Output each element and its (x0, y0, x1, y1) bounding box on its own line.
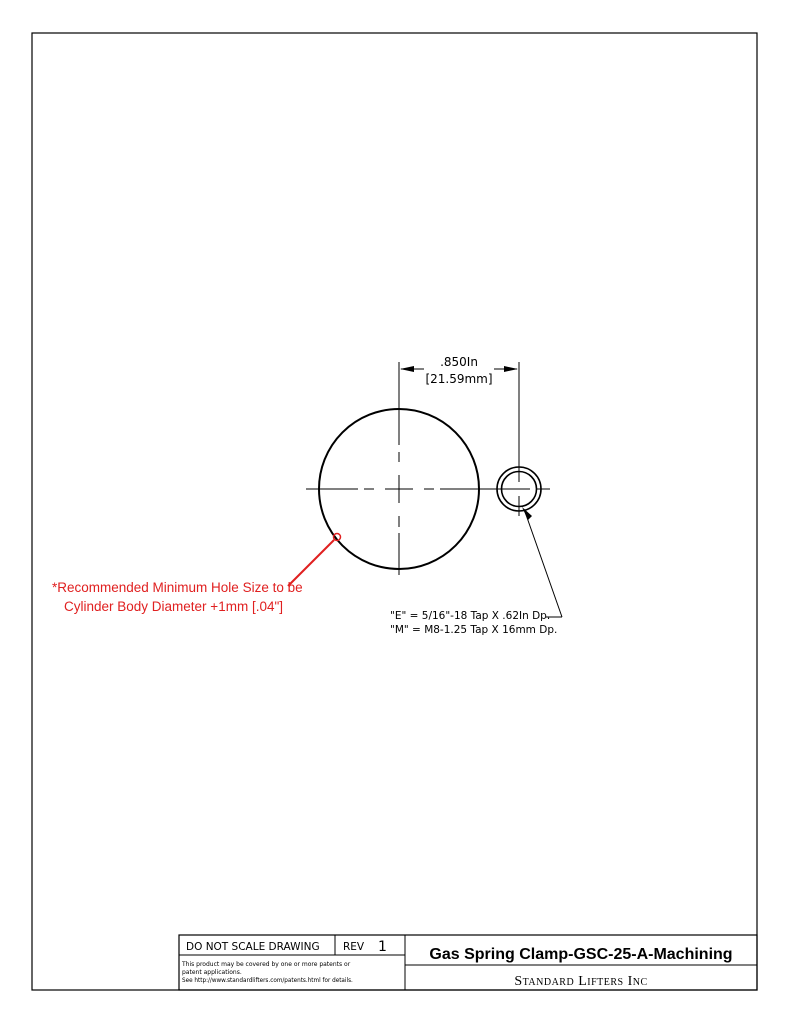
callout-note-line1: *Recommended Minimum Hole Size to be (52, 580, 303, 595)
patent-notice-line3: See http://www.standardlifters.com/patents.html for details. (182, 978, 353, 984)
dimension-arrow-right (504, 366, 518, 372)
center-distance-dimension (399, 351, 519, 462)
do-not-scale-label: DO NOT SCALE DRAWING (186, 941, 320, 953)
dimension-millimeters: [21.59mm] (425, 372, 493, 386)
tapped-hole-view (490, 460, 550, 516)
tap-note-line1: "E" = 5/16"-18 Tap X .62In Dp. (390, 610, 551, 622)
company-name: Standard Lifters Inc (514, 974, 648, 989)
drawing-title: Gas Spring Clamp-GSC-25-A-Machining (429, 946, 733, 963)
tap-note-callout (390, 507, 562, 636)
rev-label: REV (343, 941, 365, 953)
dimension-arrow-left (400, 366, 414, 372)
tap-note-line2: "M" = M8-1.25 Tap X 16mm Dp. (390, 624, 558, 636)
title-block (179, 935, 757, 990)
patent-notice-line2: patent applications. (182, 969, 242, 976)
rev-value: 1 (378, 939, 387, 955)
tap-leader-line (524, 509, 562, 617)
hole-size-callout (52, 534, 341, 615)
drawing-border (32, 33, 757, 990)
dimension-inches: .850In (440, 355, 478, 369)
callout-note-line2: Cylinder Body Diameter +1mm [.04"] (64, 599, 283, 614)
patent-notice-line1: This product may be covered by one or more patents or (182, 961, 351, 968)
